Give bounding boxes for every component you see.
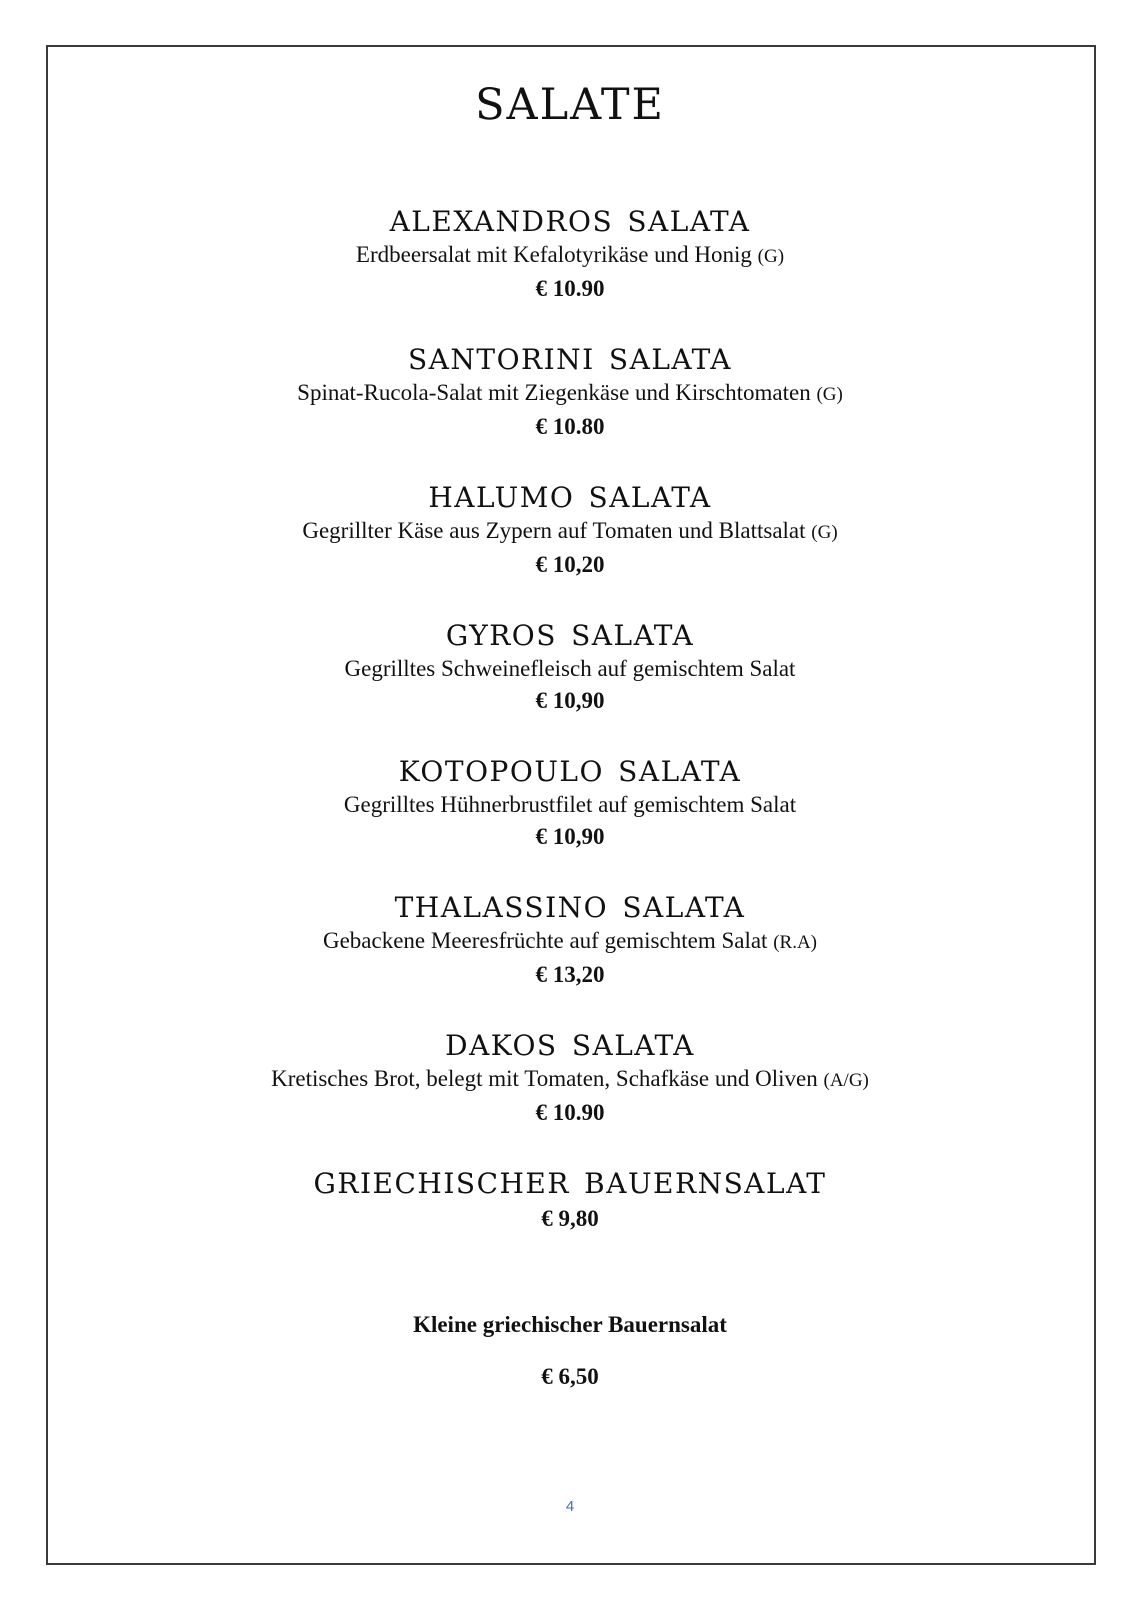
menu-item-bauernsalat	[0, 1158, 1140, 1236]
dish-name: gyros salata	[445, 609, 695, 655]
dish-name: griechischer bauernsalat	[313, 1157, 827, 1203]
menu-item-halumo	[0, 472, 1140, 582]
dish-price: € 10.90	[535, 276, 605, 301]
small-salad-name: Kleine griechischer Bauernsalat	[413, 1312, 727, 1337]
dish-price: € 10.80	[535, 414, 605, 439]
page-number: 4	[565, 1498, 575, 1515]
dish-price: € 10,90	[535, 688, 605, 713]
menu-item-alexandros	[0, 196, 1140, 306]
dish-description-text: Gegrilltes Hühnerbrustfilet auf gemischtem Salat	[343, 792, 797, 817]
dish-description-text: Erdbeersalat mit Kefalotyrikäse und Honig	[355, 242, 752, 267]
dish-description	[0, 1064, 1140, 1096]
dish-price: € 10,20	[535, 552, 605, 577]
dish-price: € 9,80	[541, 1206, 599, 1231]
dish-allergens: (G)	[816, 384, 843, 405]
dish-description-text: Gegrilltes Schweinefleisch auf gemischtem Salat	[344, 656, 796, 681]
dish-description-text: Kretisches Brot, belegt mit Tomaten, Schafkäse und Oliven	[271, 1066, 818, 1091]
dish-name: thalassino salata	[394, 881, 746, 927]
dish-description	[0, 240, 1140, 272]
dish-description-text: Gegrillter Käse aus Zypern auf Tomaten und Blattsalat	[302, 518, 806, 543]
dish-description	[0, 790, 1140, 820]
dish-name: kotopoulo salata	[398, 745, 742, 791]
dish-allergens: (R.A)	[773, 932, 818, 953]
small-salad-price: € 6,50	[541, 1364, 599, 1389]
salad-menu	[0, 196, 1140, 1264]
dish-allergens: (G)	[757, 246, 785, 267]
dish-name: alexandros salata	[389, 195, 751, 241]
dish-name: halumo salata	[428, 471, 712, 517]
menu-item-small-bauernsalat	[0, 1310, 1140, 1392]
dish-description	[0, 654, 1140, 684]
dish-description	[0, 378, 1140, 410]
dish-allergens: (G)	[811, 522, 838, 543]
dish-description	[0, 516, 1140, 548]
menu-item-santorini	[0, 334, 1140, 444]
page-title: salate	[475, 61, 665, 134]
menu-item-kotopoulo	[0, 746, 1140, 854]
dish-price: € 13,20	[535, 962, 605, 987]
menu-item-dakos	[0, 1020, 1140, 1130]
dish-description-text: Spinat-Rucola-Salat mit Ziegenkäse und Kirschtomaten	[297, 380, 811, 405]
dish-allergens: (A/G)	[823, 1070, 869, 1091]
menu-item-thalassino	[0, 882, 1140, 992]
dish-description	[0, 926, 1140, 958]
dish-name: dakos salata	[445, 1019, 695, 1065]
dish-name: santorini salata	[407, 333, 732, 379]
dish-price: € 10.90	[535, 1100, 605, 1125]
dish-price: € 10,90	[535, 824, 605, 849]
dish-description-text: Gebackene Meeresfrüchte auf gemischtem Salat	[322, 928, 768, 953]
menu-item-gyros	[0, 610, 1140, 718]
